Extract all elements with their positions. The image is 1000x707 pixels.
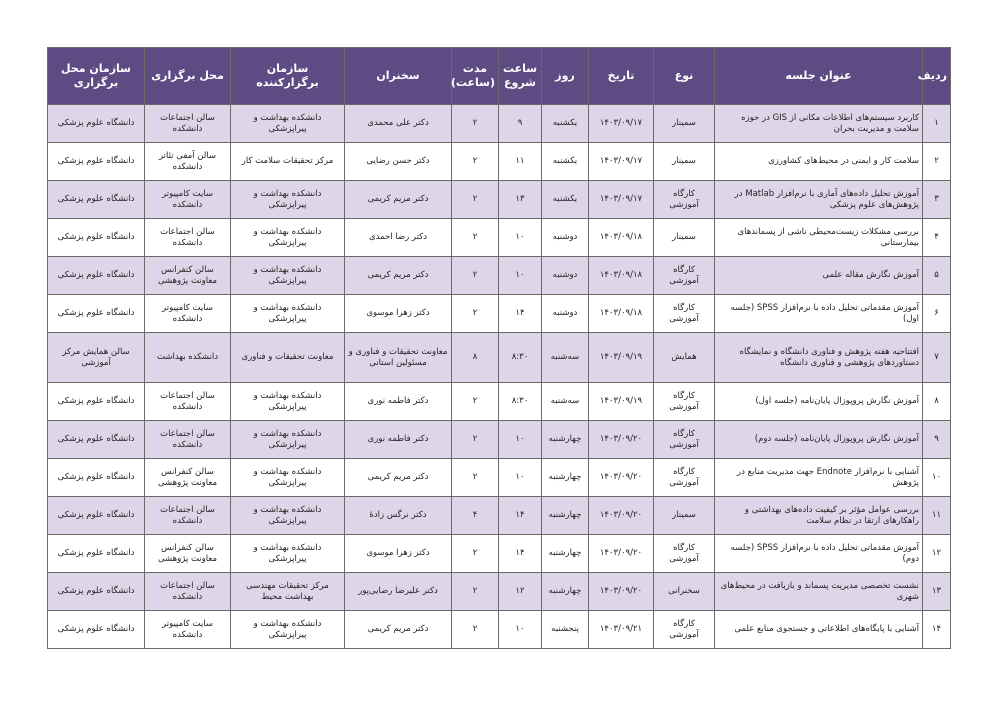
cell-host: دانشگاه علوم پزشکی [48,257,145,295]
cell-speaker: دکتر مریم کریمی [345,257,452,295]
cell-no: ۱۱ [923,497,951,535]
cell-topic: بررسی مشکلات زیست‌محیطی ناشی از پسماندهای بیمارستانی [715,219,923,257]
cell-venue: سالن اجتماعات دانشکده [145,105,231,143]
cell-speaker: دکتر فاطمه نوری [345,421,452,459]
cell-duration: ۲ [452,383,499,421]
cell-duration: ۲ [452,181,499,219]
cell-start: ۱۱ [499,143,542,181]
header-day: روز [542,48,589,105]
header-type: نوع [654,48,715,105]
cell-venue: سایت کامپیوتر دانشکده [145,611,231,649]
cell-day: دوشنبه [542,295,589,333]
cell-topic: آموزش تحلیل داده‌های آماری با نرم‌افزار Matlab در پژوهش‌های علوم پزشکی [715,181,923,219]
cell-topic: سلامت کار و ایمنی در محیط‌های کشاورزی [715,143,923,181]
cell-org: دانشکده بهداشت و پیراپزشکی [231,257,345,295]
cell-no: ۷ [923,333,951,383]
cell-date: ۱۴۰۳/۰۹/۲۰ [589,421,654,459]
cell-venue: سالن اجتماعات دانشکده [145,497,231,535]
cell-venue: دانشکده بهداشت [145,333,231,383]
cell-day: چهارشنبه [542,421,589,459]
cell-host: دانشگاه علوم پزشکی [48,383,145,421]
cell-speaker: دکتر فاطمه نوری [345,383,452,421]
cell-venue: سایت کامپیوتر دانشکده [145,181,231,219]
cell-topic: بررسی عوامل مؤثر بر کیفیت داده‌های بهداشتی و راهکارهای ارتقا در نظام سلامت [715,497,923,535]
cell-date: ۱۴۰۳/۰۹/۲۱ [589,611,654,649]
cell-host: دانشگاه علوم پزشکی [48,497,145,535]
table-row [48,181,951,219]
cell-no: ۱۴ [923,611,951,649]
cell-org: دانشکده بهداشت و پیراپزشکی [231,295,345,333]
cell-start: ۱۰ [499,611,542,649]
header-date: تاریخ [589,48,654,105]
cell-date: ۱۴۰۳/۰۹/۱۹ [589,383,654,421]
cell-venue: سالن کنفرانس معاونت پژوهشی [145,257,231,295]
header-host: سازمان محل برگزاری [48,48,145,105]
cell-day: دوشنبه [542,219,589,257]
cell-org: دانشکده بهداشت و پیراپزشکی [231,181,345,219]
cell-start: ۱۰ [499,257,542,295]
cell-type: کارگاه آموزشی [654,535,715,573]
cell-venue: سالن اجتماعات دانشکده [145,219,231,257]
cell-duration: ۲ [452,611,499,649]
table-row [48,497,951,535]
cell-speaker: دکتر حسن رضایی [345,143,452,181]
header-no: ردیف [923,48,951,105]
cell-speaker: معاونت تحقیقات و فناوری و مسئولین استانی [345,333,452,383]
table-row [48,333,951,383]
cell-duration: ۲ [452,219,499,257]
cell-speaker: دکتر مریم کریمی [345,459,452,497]
cell-host: دانشگاه علوم پزشکی [48,459,145,497]
cell-org: دانشکده بهداشت و پیراپزشکی [231,383,345,421]
header-topic: عنوان جلسه [715,48,923,105]
cell-duration: ۴ [452,497,499,535]
cell-type: کارگاه آموزشی [654,459,715,497]
cell-date: ۱۴۰۳/۰۹/۱۷ [589,181,654,219]
cell-speaker: دکتر رضا احمدی [345,219,452,257]
cell-topic: آشنایی با پایگاه‌های اطلاعاتی و جستجوی منابع علمی [715,611,923,649]
cell-start: ۱۴ [499,295,542,333]
cell-host: دانشگاه علوم پزشکی [48,143,145,181]
cell-date: ۱۴۰۳/۰۹/۱۸ [589,257,654,295]
cell-day: پنجشنبه [542,611,589,649]
cell-date: ۱۴۰۳/۰۹/۲۰ [589,535,654,573]
cell-type: سخنرانی [654,573,715,611]
cell-speaker: دکتر زهرا موسوی [345,535,452,573]
cell-no: ۱ [923,105,951,143]
cell-start: ۱۰ [499,459,542,497]
cell-org: مرکز تحقیقات مهندسی بهداشت محیط [231,573,345,611]
cell-host: دانشگاه علوم پزشکی [48,535,145,573]
header-org: سازمان برگزارکننده [231,48,345,105]
cell-org: دانشکده بهداشت و پیراپزشکی [231,105,345,143]
cell-start: ۱۴ [499,535,542,573]
cell-topic: آموزش نگارش مقاله علمی [715,257,923,295]
cell-duration: ۲ [452,257,499,295]
header-venue: محل برگزاری [145,48,231,105]
cell-start: ۸:۳۰ [499,383,542,421]
cell-start: ۱۰ [499,219,542,257]
table-row [48,459,951,497]
cell-org: دانشکده بهداشت و پیراپزشکی [231,459,345,497]
cell-speaker: دکتر مریم کریمی [345,611,452,649]
cell-day: چهارشنبه [542,573,589,611]
cell-topic: آموزش نگارش پروپوزال پایان‌نامه (جلسه دوم) [715,421,923,459]
cell-type: سمینار [654,105,715,143]
cell-no: ۹ [923,421,951,459]
cell-venue: سایت کامپیوتر دانشکده [145,295,231,333]
cell-speaker: دکتر مریم کریمی [345,181,452,219]
header-speaker: سخنران [345,48,452,105]
cell-day: چهارشنبه [542,459,589,497]
cell-host: دانشگاه علوم پزشکی [48,219,145,257]
cell-start: ۱۴ [499,497,542,535]
table-row [48,611,951,649]
cell-start: ۱۲ [499,573,542,611]
cell-host: سالن همایش مرکز آموزشی [48,333,145,383]
cell-org: مرکز تحقیقات سلامت کار [231,143,345,181]
cell-duration: ۲ [452,295,499,333]
cell-venue: سالن اجتماعات دانشکده [145,383,231,421]
cell-type: سمینار [654,143,715,181]
cell-duration: ۲ [452,459,499,497]
cell-no: ۸ [923,383,951,421]
table-row [48,219,951,257]
table-row [48,573,951,611]
header-duration: مدت (ساعت) [452,48,499,105]
cell-topic: افتتاحیه هفته پژوهش و فناوری دانشگاه و نمایشگاه دستاوردهای پژوهشی و فناوری دانشگاه [715,333,923,383]
cell-venue: سالن اجتماعات دانشکده [145,573,231,611]
cell-venue: سالن کنفرانس معاونت پژوهشی [145,459,231,497]
cell-no: ۶ [923,295,951,333]
cell-start: ۹ [499,105,542,143]
cell-date: ۱۴۰۳/۰۹/۱۸ [589,295,654,333]
cell-topic: نشست تخصصی مدیریت پسماند و بازیافت در محیط‌های شهری [715,573,923,611]
cell-day: چهارشنبه [542,497,589,535]
cell-topic: آموزش نگارش پروپوزال پایان‌نامه (جلسه اول) [715,383,923,421]
table-row [48,257,951,295]
cell-type: کارگاه آموزشی [654,295,715,333]
cell-host: دانشگاه علوم پزشکی [48,105,145,143]
cell-host: دانشگاه علوم پزشکی [48,611,145,649]
cell-start: ۱۰ [499,421,542,459]
cell-day: یکشنبه [542,143,589,181]
cell-speaker: دکتر علیرضا رضایی‌پور [345,573,452,611]
cell-duration: ۲ [452,143,499,181]
table-row [48,143,951,181]
schedule-table [47,47,951,649]
cell-type: سمینار [654,219,715,257]
cell-date: ۱۴۰۳/۰۹/۲۰ [589,573,654,611]
cell-org: دانشکده بهداشت و پیراپزشکی [231,611,345,649]
cell-day: سه‌شنبه [542,333,589,383]
cell-topic: آموزش مقدماتی تحلیل داده با نرم‌افزار SPSS (جلسه اول) [715,295,923,333]
cell-day: یکشنبه [542,105,589,143]
cell-type: کارگاه آموزشی [654,421,715,459]
cell-duration: ۲ [452,421,499,459]
cell-duration: ۲ [452,105,499,143]
cell-speaker: دکتر علی محمدی [345,105,452,143]
cell-topic: آشنایی با نرم‌افزار Endnote جهت مدیریت منابع در پژوهش [715,459,923,497]
cell-venue: سالن اجتماعات دانشکده [145,421,231,459]
cell-no: ۴ [923,219,951,257]
cell-org: دانشکده بهداشت و پیراپزشکی [231,219,345,257]
cell-day: یکشنبه [542,181,589,219]
cell-date: ۱۴۰۳/۰۹/۱۷ [589,105,654,143]
cell-start: ۸:۳۰ [499,333,542,383]
cell-no: ۲ [923,143,951,181]
cell-host: دانشگاه علوم پزشکی [48,573,145,611]
cell-org: معاونت تحقیقات و فناوری [231,333,345,383]
cell-org: دانشکده بهداشت و پیراپزشکی [231,535,345,573]
cell-host: دانشگاه علوم پزشکی [48,181,145,219]
table-row [48,383,951,421]
cell-host: دانشگاه علوم پزشکی [48,295,145,333]
cell-date: ۱۴۰۳/۰۹/۱۹ [589,333,654,383]
cell-type: سمینار [654,497,715,535]
header-start: ساعت شروع [499,48,542,105]
cell-venue: سالن آمفی تئاتر دانشکده [145,143,231,181]
cell-speaker: دکتر نرگس زادهٔ [345,497,452,535]
cell-duration: ۲ [452,535,499,573]
cell-no: ۱۳ [923,573,951,611]
cell-date: ۱۴۰۳/۰۹/۲۰ [589,459,654,497]
cell-day: چهارشنبه [542,535,589,573]
table-row [48,105,951,143]
cell-start: ۱۳ [499,181,542,219]
cell-no: ۵ [923,257,951,295]
cell-no: ۱۲ [923,535,951,573]
header-row [48,48,951,105]
cell-type: کارگاه آموزشی [654,257,715,295]
cell-day: دوشنبه [542,257,589,295]
cell-no: ۱۰ [923,459,951,497]
cell-topic: آموزش مقدماتی تحلیل داده با نرم‌افزار SPSS (جلسه دوم) [715,535,923,573]
cell-type: کارگاه آموزشی [654,383,715,421]
cell-type: همایش [654,333,715,383]
cell-type: کارگاه آموزشی [654,181,715,219]
table-row [48,535,951,573]
cell-venue: سالن کنفرانس معاونت پژوهشی [145,535,231,573]
cell-day: سه‌شنبه [542,383,589,421]
cell-date: ۱۴۰۳/۰۹/۲۰ [589,497,654,535]
cell-date: ۱۴۰۳/۰۹/۱۸ [589,219,654,257]
cell-org: دانشکده بهداشت و پیراپزشکی [231,421,345,459]
cell-topic: کاربرد سیستم‌های اطلاعات مکانی از GIS در حوزه سلامت و مدیریت بحران [715,105,923,143]
cell-host: دانشگاه علوم پزشکی [48,421,145,459]
table-row [48,421,951,459]
cell-duration: ۸ [452,333,499,383]
cell-type: کارگاه آموزشی [654,611,715,649]
table-row [48,295,951,333]
cell-duration: ۲ [452,573,499,611]
cell-date: ۱۴۰۳/۰۹/۱۷ [589,143,654,181]
cell-org: دانشکده بهداشت و پیراپزشکی [231,497,345,535]
cell-no: ۳ [923,181,951,219]
cell-speaker: دکتر زهرا موسوی [345,295,452,333]
